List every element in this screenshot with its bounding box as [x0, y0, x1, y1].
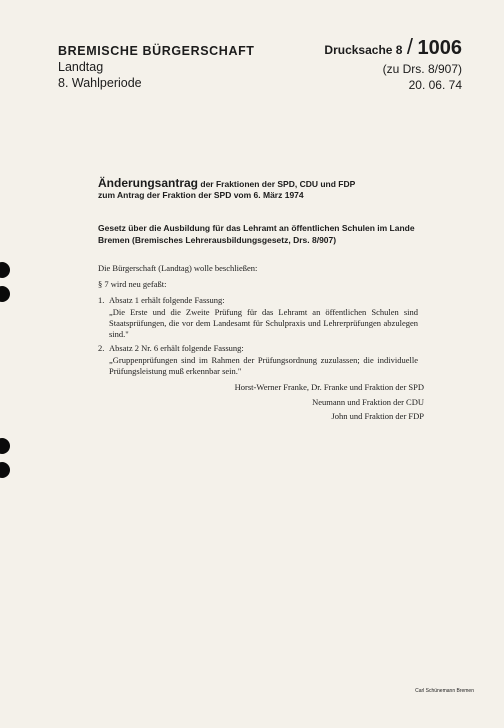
- resolution-intro: Die Bürgerschaft (Landtag) wolle beschließen:: [98, 263, 258, 273]
- drucksache-label: Drucksache 8: [324, 43, 403, 57]
- legislative-period: 8. Wahlperiode: [58, 76, 142, 90]
- chamber-name: Landtag: [58, 60, 104, 74]
- item-text: „Die Erste und die Zweite Prüfung für das Lehramt an öffentlichen Schulen sind Staatsprüfungen, die vor dem Landesamt für Schulpraxis und Lehrerprüfungen abzulegen sind.": [109, 307, 418, 339]
- amendment-heading: [98, 178, 355, 201]
- issuer-block: [58, 44, 255, 90]
- signature-line: Neumann und Fraktion der CDU: [312, 396, 424, 407]
- document-number-block: [324, 34, 462, 92]
- printer-imprint: Carl Schünemann Bremen: [415, 688, 474, 694]
- signature-line: John und Fraktion der FDP: [331, 411, 424, 421]
- signature-line: Horst-Werner Franke, Dr. Franke und Fraktion der SPD: [234, 382, 424, 392]
- law-title: Gesetz über die Ausbildung für das Lehramt an öffentlichen Schulen im Lande Bremen (Bremisches Lehrerausbildungsgesetz, Drs. 8/907): [98, 223, 415, 245]
- document-date: 20. 06. 74: [408, 78, 462, 92]
- punch-hole: [0, 262, 10, 278]
- drucksache-number: 1006: [417, 37, 462, 59]
- item-heading: Absatz 2 Nr. 6 erhält folgende Fassung:: [109, 343, 244, 353]
- item-number: 1.: [98, 295, 105, 305]
- item-number: 2.: [98, 343, 105, 353]
- organization-name: BREMISCHE BÜRGERSCHAFT: [58, 44, 255, 58]
- item-text: „Gruppenprüfungen sind im Rahmen der Prüfungsordnung zuzulassen; die individuelle Prüfungsleistung muß erkennbar sein.": [109, 355, 418, 376]
- amendment-title-rest: der Fraktionen der SPD, CDU und FDP: [200, 179, 356, 189]
- drucksache-line: [324, 34, 462, 60]
- item-heading: Absatz 1 erhält folgende Fassung:: [109, 295, 225, 305]
- amendment-subtitle: zum Antrag der Fraktion der SPD vom 6. März 1974: [98, 190, 304, 200]
- section-line: § 7 wird neu gefaßt:: [98, 279, 167, 289]
- amendment-title: Änderungsantrag: [98, 176, 199, 190]
- resolution-text: [98, 263, 418, 380]
- reference-number: (zu Drs. 8/907): [382, 62, 462, 76]
- list-item: [98, 343, 418, 377]
- signature-block: [235, 380, 424, 424]
- drucksache-slash: /: [406, 34, 414, 59]
- list-item: [98, 295, 418, 340]
- punch-hole: [0, 438, 10, 454]
- punch-hole: [0, 286, 10, 302]
- punch-hole: [0, 462, 10, 478]
